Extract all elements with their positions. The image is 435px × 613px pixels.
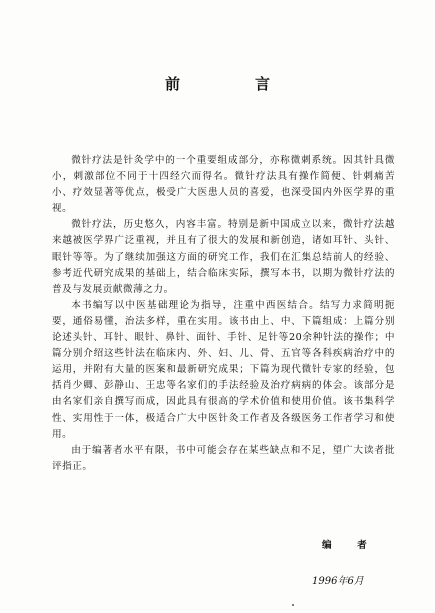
paragraph-3: 本书编写以中医基础理论为指导，注重中西医结合。结写力求简明扼要，通俗易懂，治法多样，重在实用。该书由上、中、下篇组成：上篇分别论述头针、耳针、眼针、鼻针、面针、手针、足针等20余种针法的操作；中篇分别介绍这些针法在临床内、外、妇、儿、骨、五官等各科疾病治疗中的运用，并附有大量的医案和最新研究成果；下篇为现代微针专家的经验，包括肖少卿、彭静山、王忠等名家们的手法经验及治疗病病的体会。该部分是由名家们亲自撰写而成，因此具有很高的学术价值和使用价值。该书集科学性、实用性于一体，极适合广大中医针灸工作者及各级医务工作者学习和使用。 [52, 299, 395, 440]
paragraph-1: 微针疗法是针灸学中的一个重要组成部分，亦称微刺系统。因其针具微小，刺激部位不同于十四经穴而得名。微针疗法具有操作简便、针刺痛苦小、疗效显著等优点，极受广大医患人员的喜爱，也深受国内外医学界的重视。 [52, 155, 395, 215]
scan-speck [292, 604, 294, 606]
paragraph-2: 微针疗法，历史悠久，内容丰富。特别是新中国成立以来，微针疗法越来越被医学界广泛重视，并且有了很大的发展和新创造，诸如耳针、头针、眼针等等。为了继续加强这方面的研究工作，我们在汇集总结前人的经验、参考近代研究成果的基础上，结合临床实际，撰写本书，以期为微针疗法的普及与发展贡献微薄之力。 [52, 219, 395, 295]
preface-body [52, 153, 395, 475]
page-title: 前 言 [164, 75, 300, 93]
author-signature: 编 者 [322, 540, 375, 551]
publication-date: 1996年6月 [312, 576, 364, 587]
paragraph-4: 由于编著者水平有限，书中可能会存在某些缺点和不足，望广大读者批评指正。 [52, 444, 395, 472]
